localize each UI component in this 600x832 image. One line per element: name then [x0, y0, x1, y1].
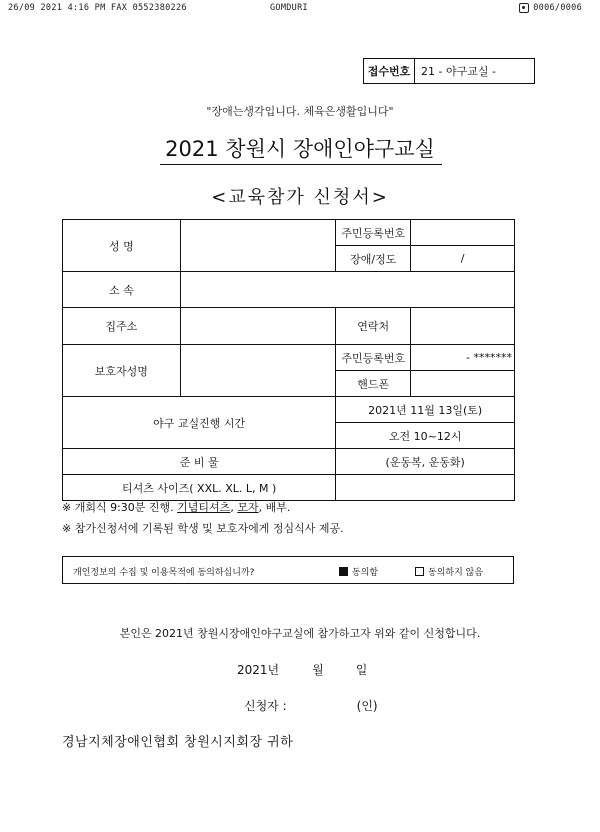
consent-agree-option[interactable]	[339, 565, 378, 578]
page-subtitle: <교육참가 신청서>	[211, 187, 389, 208]
consent-agree-label: 동의함	[352, 568, 379, 578]
phone-label: 핸드폰	[336, 371, 411, 397]
schedule-time: 오전 10~12시	[336, 423, 515, 449]
schedule-date: 2021년 11월 13일(토)	[336, 397, 515, 423]
title-underline	[160, 164, 442, 165]
guardian-resident-field[interactable]: - *******	[411, 345, 515, 371]
note1-suffix: , 배부.	[258, 501, 291, 514]
receipt-value[interactable]: 21 - 야구교실 -	[421, 65, 496, 78]
addressee: 경남지체장애인협회 창원시지회장 귀하	[62, 735, 294, 750]
name-field[interactable]	[180, 220, 336, 272]
receipt-label: 접수번호	[364, 59, 415, 83]
note-lunch: ※ 참가신청서에 기록된 학생 및 보호자에게 정심식사 제공.	[62, 522, 344, 535]
tshirt-size-field[interactable]	[336, 475, 515, 501]
page-title: 2021 창원시 장애인야구교실	[165, 137, 435, 161]
note-opening-ceremony	[62, 499, 290, 515]
checkbox-empty-icon[interactable]	[415, 567, 424, 576]
guardian-name-label: 보호자성명	[63, 345, 181, 397]
date-day[interactable]: 일	[355, 663, 368, 677]
consent-question: 개인정보의 수집 및 이용목적에 동의하십니까?	[73, 568, 255, 578]
receipt-number-box	[363, 58, 535, 84]
declaration-text: 본인은 2021년 창원시장애인야구교실에 참가하고자 위와 같이 신청합니다.	[119, 627, 481, 640]
slogan: "장애는생각입니다. 체육은생활입니다"	[206, 105, 394, 118]
affiliation-label: 소 속	[63, 272, 181, 308]
resident-number-label: 주민등록번호	[336, 220, 411, 246]
supplies-value: (운동복, 운동화)	[336, 449, 515, 475]
applicant-label: 신청자 :	[244, 699, 287, 713]
supplies-label: 준 비 물	[63, 449, 336, 475]
note1-tshirt: 기념티셔츠	[177, 501, 231, 514]
privacy-consent-box	[62, 556, 514, 584]
consent-disagree-label: 동의하지 않음	[428, 568, 484, 578]
disability-field[interactable]: /	[411, 246, 515, 272]
note1-cap: 모자	[237, 501, 259, 514]
fax-header-right	[519, 3, 582, 13]
applicant-signature-line	[244, 697, 378, 714]
guardian-resident-label: 주민등록번호	[336, 345, 411, 371]
phone-field[interactable]	[411, 371, 515, 397]
name-label: 성 명	[63, 220, 181, 272]
schedule-label: 야구 교실진행 시간	[63, 397, 336, 449]
consent-disagree-option[interactable]	[415, 565, 483, 578]
checkbox-checked-icon[interactable]	[339, 567, 348, 576]
date-month[interactable]: 월	[312, 663, 324, 677]
affiliation-field[interactable]	[180, 272, 514, 308]
address-field[interactable]	[180, 308, 336, 345]
contact-field[interactable]	[411, 308, 515, 345]
note1-sep: ,	[230, 501, 238, 514]
guardian-name-field[interactable]	[180, 345, 336, 397]
fax-header-left: 26/09 2021 4:16 PM FAX 0552380226	[8, 3, 187, 13]
note1-prefix: ※ 개회식 9:30분 진행.	[62, 501, 178, 514]
applicant-seal[interactable]: (인)	[356, 699, 378, 713]
application-date	[237, 661, 367, 678]
fax-page-icon	[519, 3, 529, 13]
resident-number-field[interactable]	[411, 220, 515, 246]
address-label: 집주소	[63, 308, 181, 345]
tshirt-size-label: 티셔츠 사이즈( XXL. XL. L, M )	[63, 475, 336, 501]
application-form-table	[62, 219, 515, 501]
contact-label: 연락처	[336, 308, 411, 345]
date-year: 2021년	[237, 663, 280, 677]
fax-page-counter: 0006/0006	[533, 3, 582, 13]
fax-header-center: GOMDURI	[270, 3, 308, 13]
disability-label: 장애/정도	[336, 246, 411, 272]
